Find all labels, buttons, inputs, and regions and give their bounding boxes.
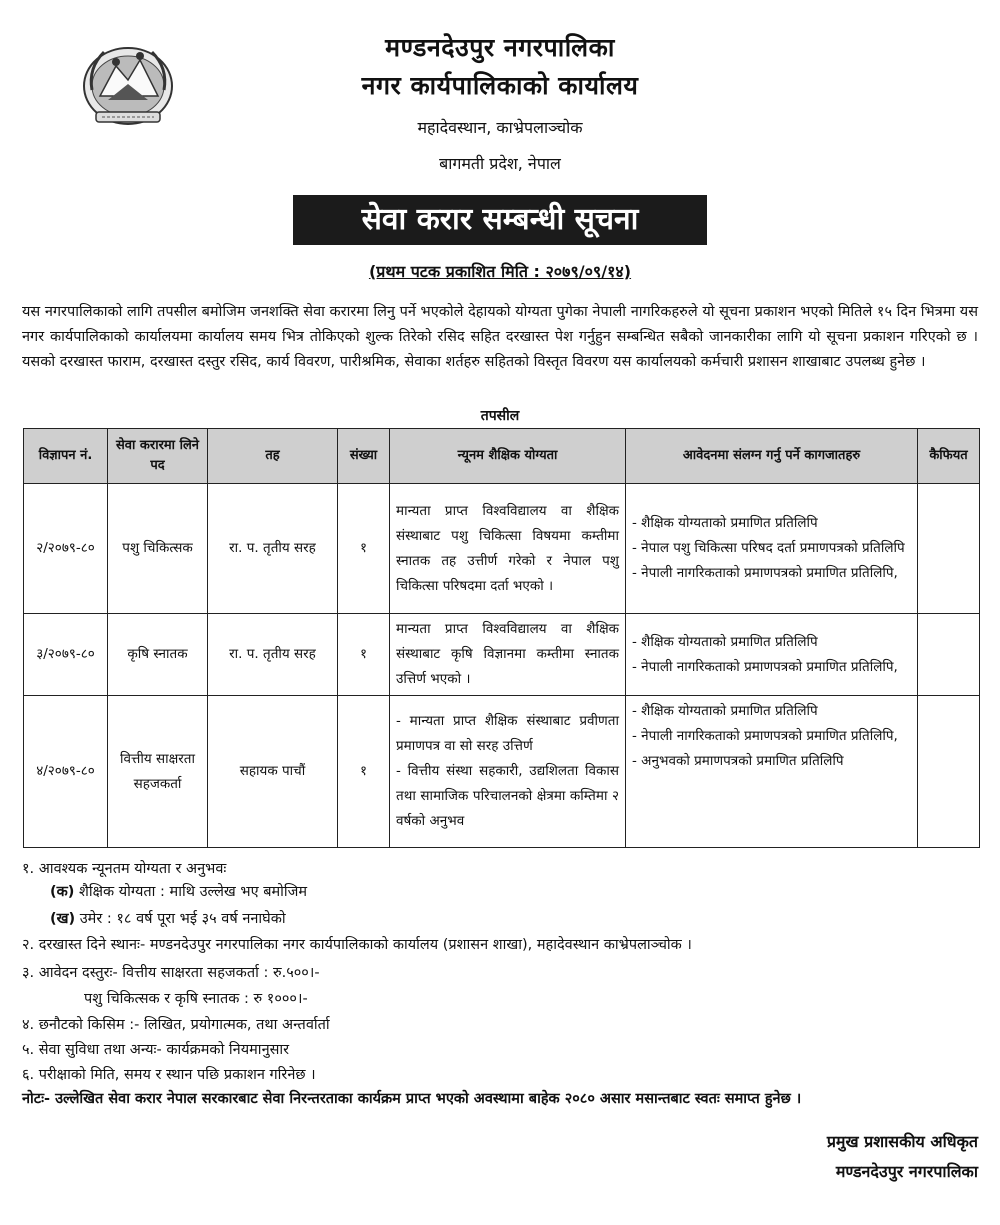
cell-documents: [626, 484, 918, 614]
note-1b-label: (ख): [50, 911, 76, 927]
document-item: - अनुभवको प्रमाणपत्रको प्रमाणित प्रतिलिपि: [632, 753, 844, 769]
table-row: [24, 484, 980, 614]
document-item: - नेपाल पशु चिकित्सा परिषद दर्ता प्रमाणपत्रको प्रतिलिपि: [632, 540, 905, 556]
note-1a-text: शैक्षिक योग्यता : माथि उल्लेख भए बमोजिम: [74, 884, 308, 900]
note-1a-label: (क): [50, 884, 75, 900]
note-2: २. दरखास्त दिने स्थानः- मण्डनदेउपुर नगरपालिका नगर कार्यपालिकाको कार्यालय (प्रशासन शाखा), महादेवस्थान काभ्रेपलाञ्चोक ।: [22, 937, 692, 953]
cell-post: पशु चिकित्सक: [108, 484, 208, 614]
col-header-count: संख्या: [338, 429, 390, 484]
cell-ad-no: ४/२०७९-८०: [24, 696, 108, 848]
note-1b-text: उमेर : १८ वर्ष पूरा भई ३५ वर्ष ननाघेको: [75, 911, 286, 927]
cell-qualification: - मान्यता प्राप्त शैक्षिक संस्थाबाट प्रवीणता प्रमाणपत्र वा सो सरह उत्तिर्ण - वित्तीय संस्था सहकारी, उद्यशिलता विकास तथा सामाजिक परिचालनको क्षेत्रमा कम्तिमा २ वर्षको अनुभव: [390, 696, 626, 848]
office-name: नगर कार्यपालिकाको कार्यालय: [361, 71, 639, 100]
table-header-row: [24, 429, 980, 484]
document-item: - शैक्षिक योग्यताको प्रमाणित प्रतिलिपि: [632, 703, 818, 719]
cell-level: रा. प. तृतीय सरह: [208, 484, 338, 614]
cell-ad-no: ३/२०७९-८०: [24, 614, 108, 696]
table-row: [24, 696, 980, 848]
cell-post: वित्तीय साक्षरता सहजकर्ता: [108, 696, 208, 848]
published-date: (प्रथम पटक प्रकाशित मिति : २०७९/०९/१४): [368, 262, 632, 281]
vacancy-table: [23, 428, 980, 848]
table-caption: तपसील: [480, 408, 520, 424]
document-item: - नेपाली नागरिकताको प्रमाणपत्रको प्रमाणित प्रतिलिपि,: [632, 658, 898, 675]
cell-documents: [626, 696, 918, 848]
col-header-level: तह: [208, 429, 338, 484]
note-3: ३. आवेदन दस्तुरः- वित्तीय साक्षरता सहजकर्ता : रु.५००।-: [22, 965, 320, 981]
col-header-qualification: न्यूनम शैक्षिक योग्यता: [390, 429, 626, 484]
cell-level: सहायक पाचौं: [208, 696, 338, 848]
cell-qualification: मान्यता प्राप्त विश्वविद्यालय वा शैक्षिक संस्थाबाट कृषि विज्ञानमा कम्तीमा स्नातक उत्तिर्ण भएको ।: [390, 614, 626, 696]
note-3b: पशु चिकित्सक र कृषि स्नातक : रु १०००।-: [84, 991, 308, 1007]
document-item: - नेपाली नागरिकताको प्रमाणपत्रको प्रमाणित प्रतिलिपि,: [632, 565, 898, 581]
cell-count: १: [338, 614, 390, 696]
note-1a: [50, 881, 307, 901]
address-line-1: महादेवस्थान, काभ्रेपलाञ्चोक: [417, 118, 583, 137]
note-5: ५. सेवा सुविधा तथा अन्यः- कार्यक्रमको नियमानुसार: [22, 1042, 290, 1058]
document-item: - शैक्षिक योग्यताको प्रमाणित प्रतिलिपि: [632, 633, 818, 650]
col-header-documents: आवेदनमा संलग्न गर्नु पर्ने कागजातहरु: [626, 429, 918, 484]
cell-remarks: [918, 614, 980, 696]
cell-count: १: [338, 696, 390, 848]
intro-paragraph: यस नगरपालिकाको लागि तपसील बमोजिम जनशक्ति सेवा करारमा लिनु पर्ने भएकोले देहायको योग्यता पुगेका नेपाली नागरिकहरुले यो सूचना प्रकाशन भएको मितिले १५ दिन भित्रमा यस नगर कार्यपालिकाको कार्यालयमा कार्यालय समय भित्र तोकिएको शुल्क तिरेको रसिद सहित दरखास्त पेश गर्नुहुन सम्बन्धित सबैको जानकारीका लागि यो सूचना प्रकाशन गरिएको छ । यसको दरखास्त फाराम, दरखास्त दस्तुर रसिद, कार्य विवरण, पारीश्रमिक, सेवाका शर्तहरु सहितको विस्तृत विवरण यस कार्यालयको कर्मचारी प्रशासन शाखाबाट उपलब्ध हुनेछ ।: [22, 304, 978, 370]
signatory-org: मण्डनदेउपुर नगरपालिका: [835, 1162, 978, 1181]
cell-remarks: [918, 484, 980, 614]
note-6: ६. परीक्षाको मिति, समय र स्थान पछि प्रकाशन गरिनेछ ।: [22, 1067, 316, 1083]
cell-level: रा. प. तृतीय सरह: [208, 614, 338, 696]
cell-count: १: [338, 484, 390, 614]
cell-post: कृषि स्नातक: [108, 614, 208, 696]
col-header-ad-no: विज्ञापन नं.: [24, 429, 108, 484]
cell-remarks: [918, 696, 980, 848]
document-item: - शैक्षिक योग्यताको प्रमाणित प्रतिलिपि: [632, 515, 818, 531]
municipality-name: मण्डनदेउपुर नगरपालिका: [385, 33, 615, 62]
cell-qualification: मान्यता प्राप्त विश्वविद्यालय वा शैक्षिक संस्थाबाट पशु चिकित्सा विषयमा कम्तीमा स्नातक तह उत्तीर्ण गरेको र नेपाल पशु चिकित्सा परिषदमा दर्ता भएको ।: [390, 484, 626, 614]
cell-ad-no: २/२०७९-८०: [24, 484, 108, 614]
note-1b: [50, 908, 286, 928]
document-item: - नेपाली नागरिकताको प्रमाणपत्रको प्रमाणित प्रतिलिपि,: [632, 728, 898, 744]
notice-title: सेवा करार सम्बन्धी सूचना: [293, 195, 707, 245]
final-note: नोटः- उल्लेखित सेवा करार नेपाल सरकारबाट सेवा निरन्तरताका कार्यक्रम प्राप्त भएको अवस्थामा बाहेक २०८० असार मसान्तबाट स्वतः समाप्त हुनेछ ।: [22, 1091, 802, 1107]
address-line-2: बागमती प्रदेश, नेपाल: [439, 154, 561, 173]
note-1: १. आवश्यक न्यूनतम योग्यता र अनुभवः: [22, 861, 227, 877]
col-header-remarks: कैफियत: [918, 429, 980, 484]
col-header-post: सेवा करारमा लिने पद: [108, 429, 208, 484]
cell-documents: [626, 614, 918, 696]
table-row: [24, 614, 980, 696]
note-4: ४. छनौटको किसिम :- लिखित, प्रयोगात्मक, तथा अन्तर्वार्ता: [22, 1017, 330, 1033]
signatory-title: प्रमुख प्रशासकीय अधिकृत: [826, 1132, 978, 1151]
